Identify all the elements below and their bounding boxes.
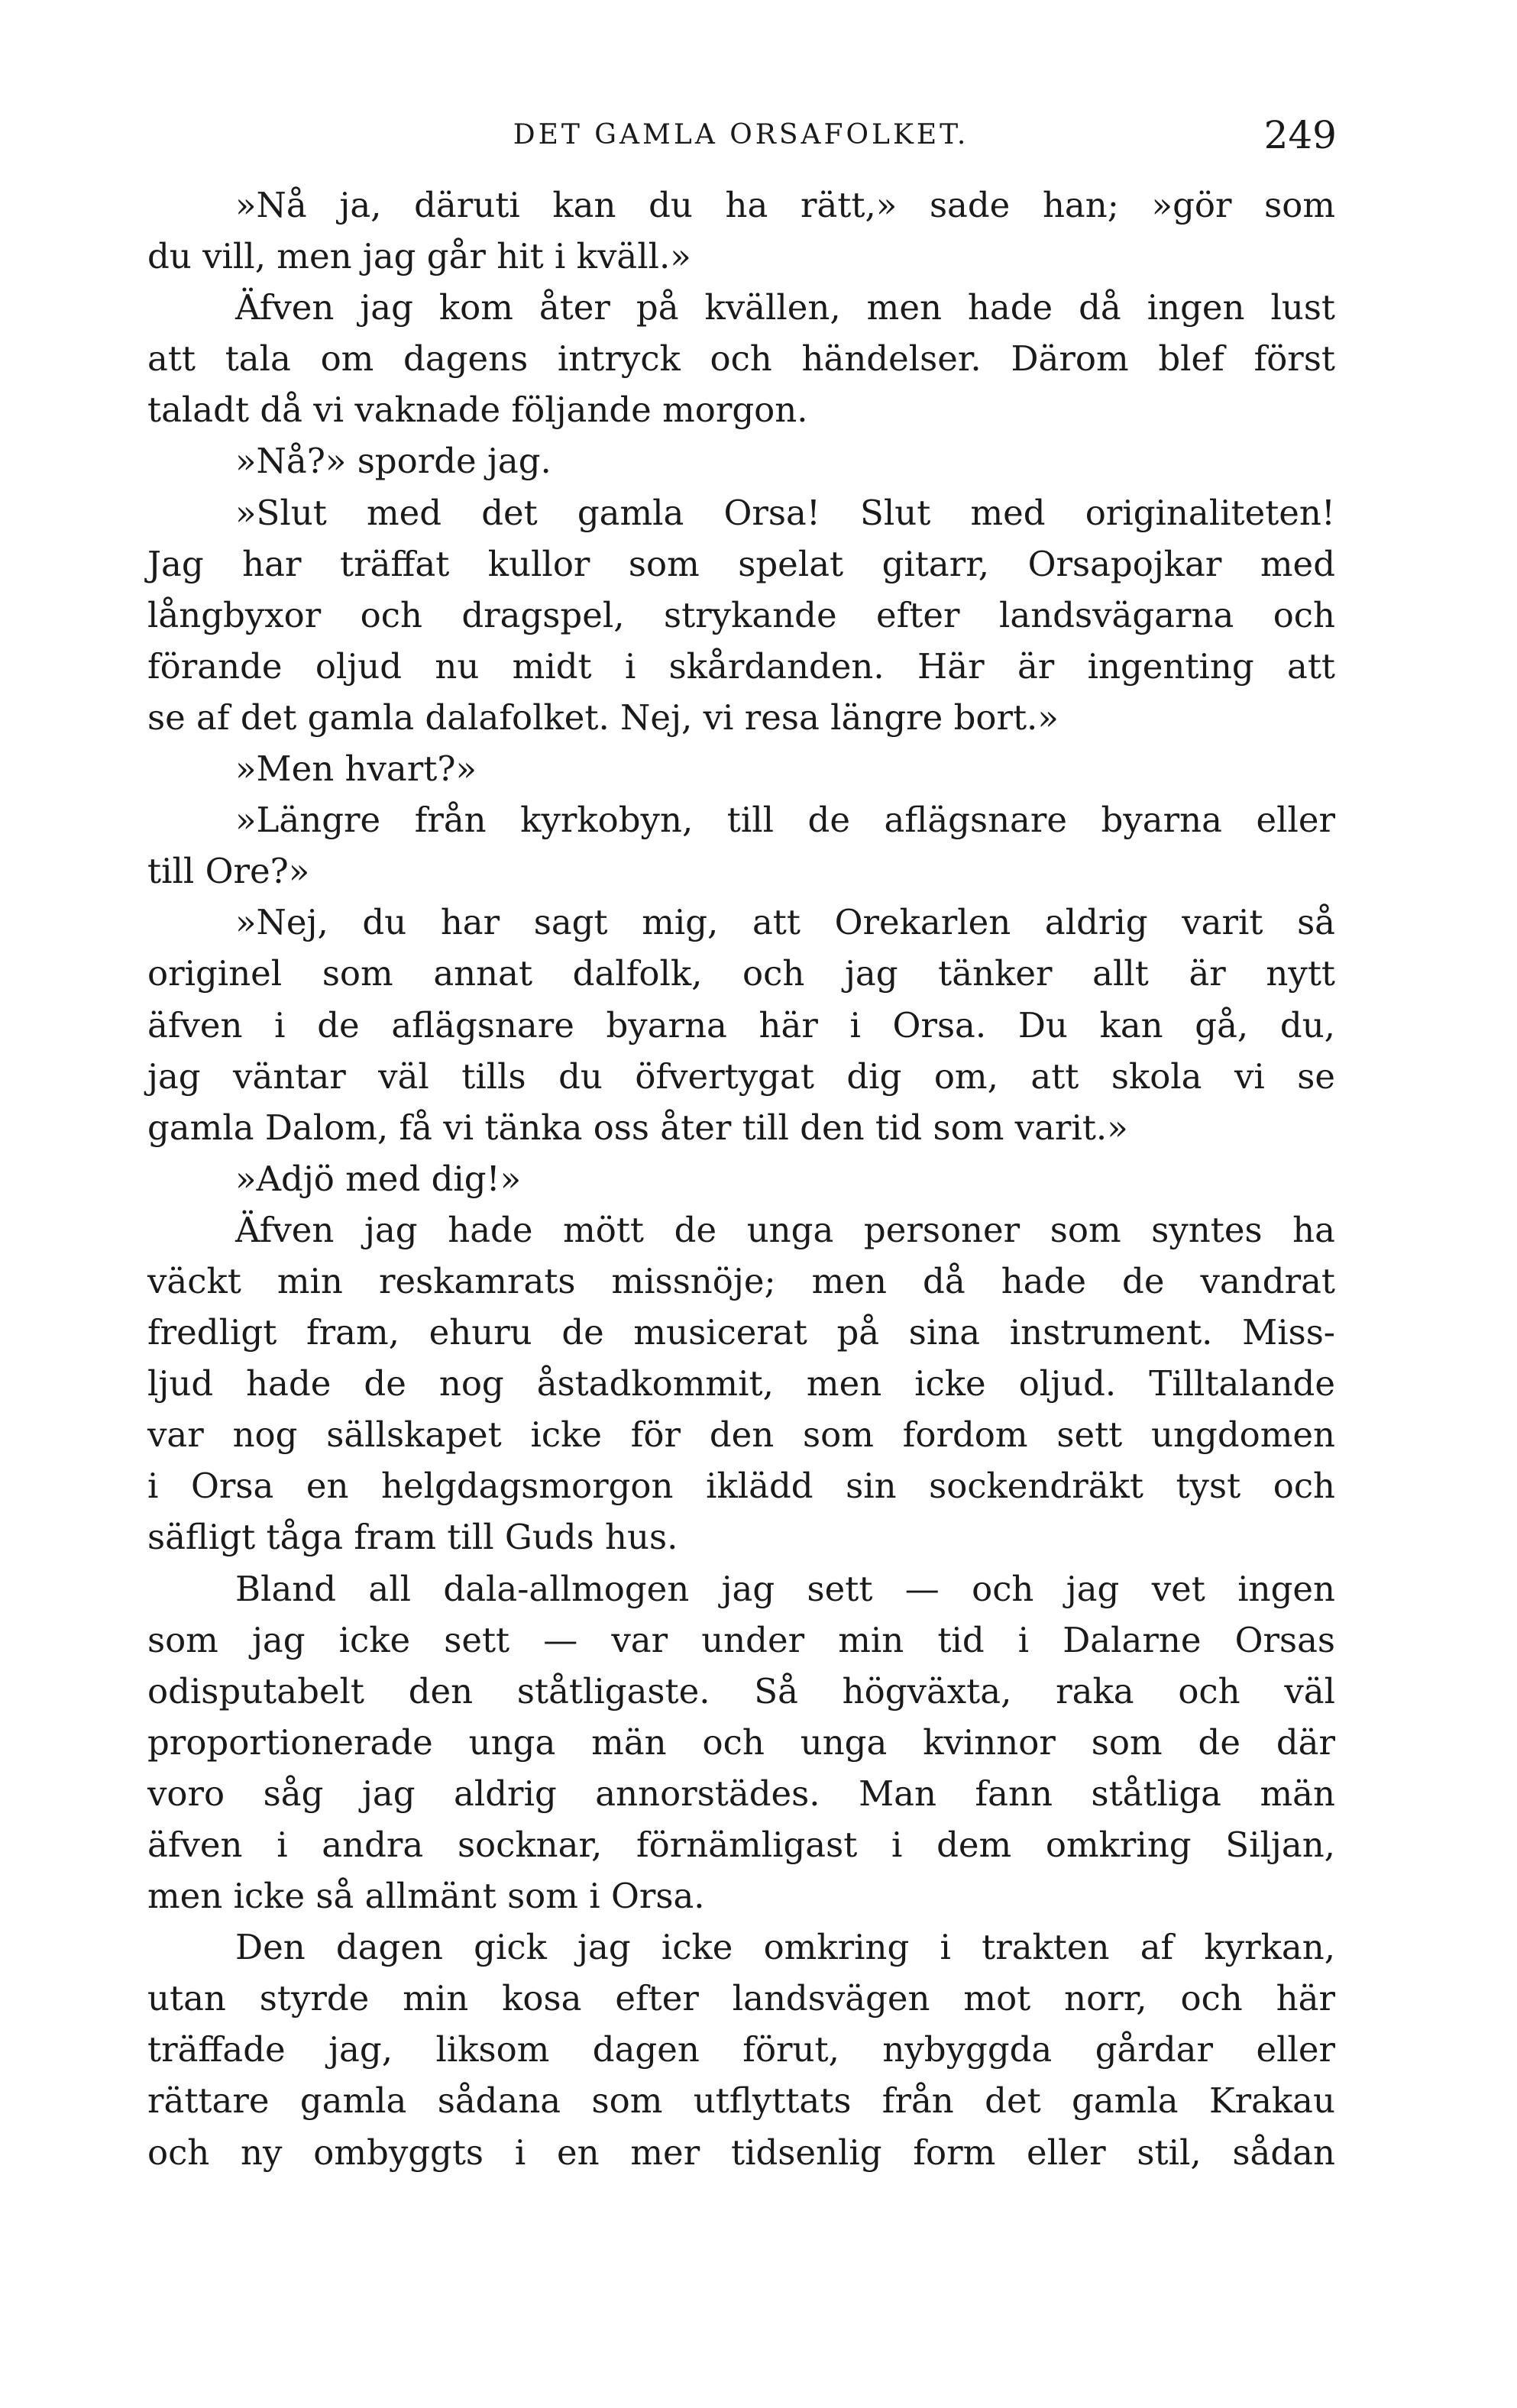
text-line: Äfven jag kom åter på kvällen, men hade då ingen lust: [235, 287, 1335, 328]
running-head: [145, 113, 1337, 159]
text-line: »Nå?» sporde jag.: [235, 441, 551, 482]
text-line: proportionerade unga män och unga kvinnor som de där: [147, 1721, 1335, 1763]
text-line: som jag icke sett — var under min tid i Dalarne Orsas: [147, 1619, 1335, 1660]
text-line: se af det gamla dalafolket. Nej, vi resa längre bort.»: [147, 697, 1059, 738]
text-line: voro såg jag aldrig annorstädes. Man fann ståtliga män: [147, 1773, 1335, 1814]
running-title: DET GAMLA ORSAFOLKET.: [513, 119, 969, 150]
text-line: »Men hvart?»: [235, 748, 477, 790]
text-line: äfven i andra socknar, förnämligast i dem omkring Siljan,: [147, 1825, 1335, 1865]
text-line: du vill, men jag går hit i kväll.»: [147, 236, 691, 277]
text-line: men icke så allmänt som i Orsa.: [147, 1876, 705, 1917]
text-line: »Nå ja, däruti kan du ha rätt,» sade han; »gör som: [235, 185, 1335, 225]
text-line: väckt min reskamrats missnöje; men då hade de vandrat: [147, 1260, 1335, 1301]
text-line: »Adjö med dig!»: [235, 1158, 522, 1199]
text-line: träffade jag, liksom dagen förut, nybyggda gårdar eller: [147, 2029, 1335, 2070]
text-line: ljud hade de nog åstadkommit, men icke oljud. Tilltalande: [147, 1363, 1335, 1404]
text-line: »Längre från kyrkobyn, till de aflägsnare byarna eller: [235, 800, 1335, 841]
text-line: »Nej, du har sagt mig, att Orekarlen aldrig varit så: [235, 902, 1335, 943]
text-line: Bland all dala-allmogen jag sett — och jag vet ingen: [235, 1568, 1335, 1609]
text-line: originel som annat dalfolk, och jag tänker allt är nytt: [147, 953, 1335, 994]
text-line: gamla Dalom, få vi tänka oss åter till den tid som varit.»: [147, 1107, 1128, 1148]
text-line: till Ore?»: [147, 851, 310, 892]
text-line: fredligt fram, ehuru de musicerat på sina instrument. Miss-: [147, 1312, 1335, 1353]
text-line: och ny ombyggts i en mer tidsenlig form eller stil, sådan: [147, 2132, 1335, 2173]
page-number: 249: [1263, 113, 1337, 157]
text-line: att tala om dagens intryck och händelser. Därom blef först: [147, 338, 1335, 380]
text-line: »Slut med det gamla Orsa! Slut med originaliteten!: [235, 492, 1335, 533]
text-line: Den dagen gick jag icke omkring i trakten af kyrkan,: [235, 1927, 1335, 1968]
text-line: Jag har träffat kullor som spelat gitarr, Orsapojkar med: [147, 543, 1335, 584]
text-line: var nog sällskapet icke för den som fordom sett ungdomen: [147, 1414, 1335, 1456]
text-line: utan styrde min kosa efter landsvägen mot norr, och här: [147, 1978, 1335, 2019]
text-line: odisputabelt den ståtligaste. Så högväxta, raka och väl: [147, 1670, 1335, 1711]
body-text: [147, 179, 1335, 2178]
text-line: långbyxor och dragspel, strykande efter landsvägarna och: [147, 594, 1335, 635]
text-line: Äfven jag hade mött de unga personer som syntes ha: [235, 1209, 1335, 1250]
text-line: jag väntar väl tills du öfvertygat dig om, att skola vi se: [147, 1055, 1335, 1097]
text-line: förande oljud nu midt i skårdanden. Här är ingenting att: [147, 645, 1335, 687]
text-line: rättare gamla sådana som utflyttats från det gamla Krakau: [147, 2080, 1335, 2122]
text-line: säfligt tåga fram till Guds hus.: [147, 1517, 678, 1558]
text-line: taladt då vi vaknade följande morgon.: [147, 389, 808, 431]
text-line: äfven i de aflägsnare byarna här i Orsa. Du kan gå, du,: [147, 1004, 1335, 1046]
text-line: i Orsa en helgdagsmorgon iklädd sin sockendräkt tyst och: [147, 1466, 1335, 1507]
